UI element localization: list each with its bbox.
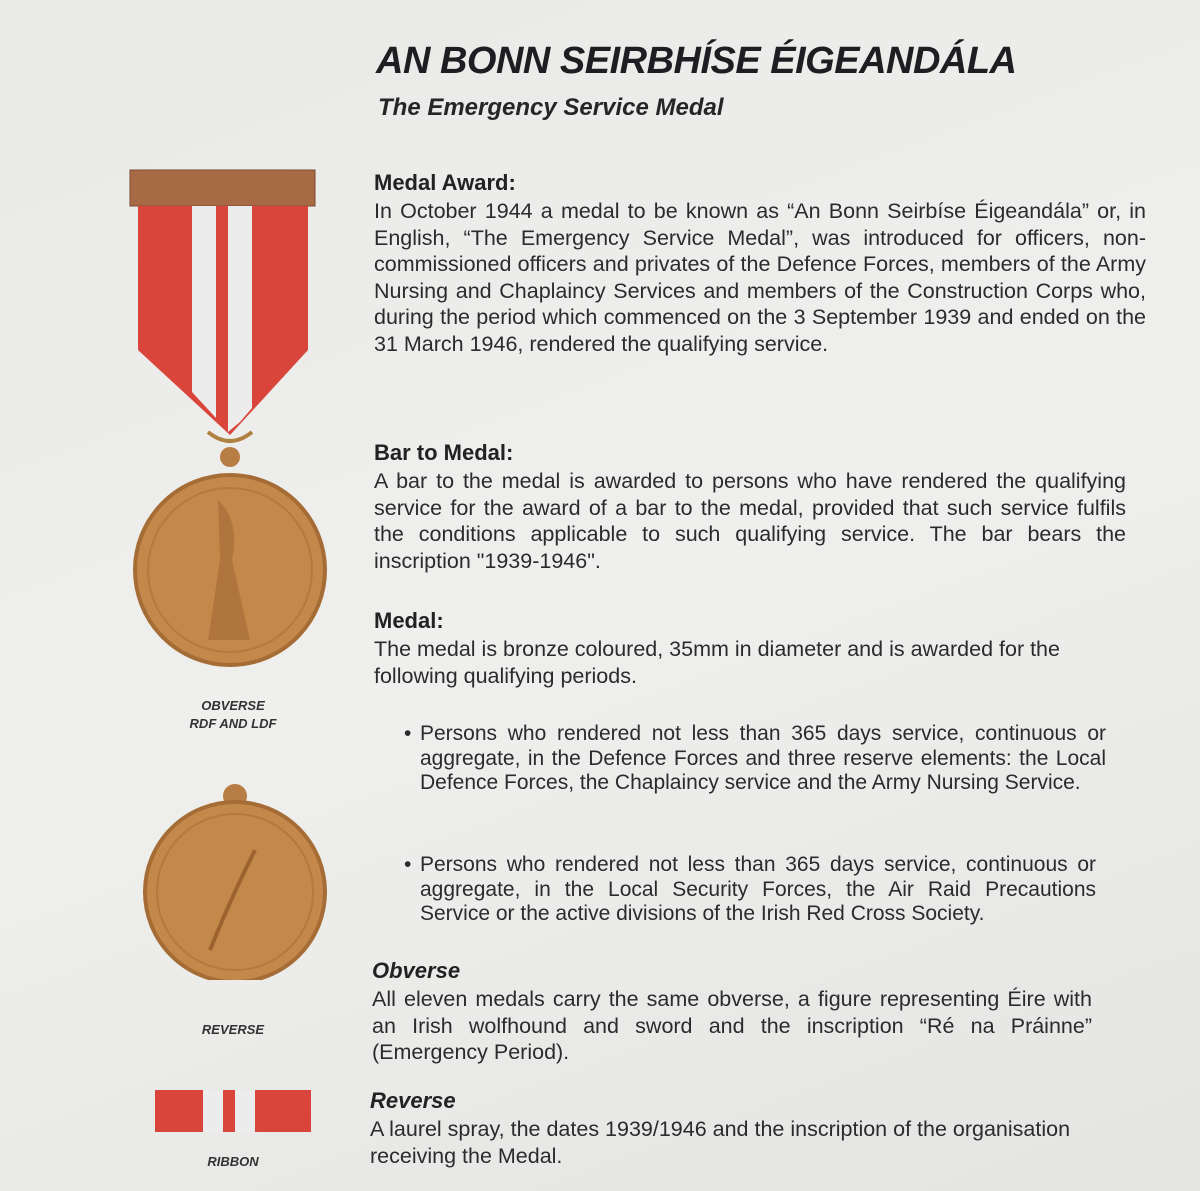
section-heading: Obverse bbox=[372, 958, 461, 983]
page-title: AN BONN SEIRBHÍSE ÉIGEANDÁLA bbox=[376, 40, 1017, 82]
page-subtitle: The Emergency Service Medal bbox=[378, 94, 724, 121]
section-obverse bbox=[372, 958, 1092, 1066]
medal-obverse-image bbox=[120, 160, 340, 680]
bullet-text: Persons who rendered not less than 365 days service, continuous or aggregate, in the Defence Forces and three reserve elements: the Local Defence Forces, the Chaplaincy service and the Army Nursing Service. bbox=[420, 722, 1106, 794]
ribbon-bar-image bbox=[155, 1090, 311, 1132]
section-text: All eleven medals carry the same obverse, a figure representing Éire with an Irish wolfhound and sword and the inscription “Ré na Práinne” (Emergency Period). bbox=[372, 987, 1092, 1064]
caption-reverse: REVERSE bbox=[201, 1022, 265, 1037]
section-heading: Bar to Medal: bbox=[374, 440, 514, 465]
caption-ribbon: RIBBON bbox=[207, 1154, 259, 1169]
section-reverse bbox=[370, 1088, 1085, 1169]
bullet-item bbox=[406, 853, 1096, 927]
section-heading: Medal Award: bbox=[374, 170, 516, 195]
section-text: The medal is bronze coloured, 35mm in diameter and is awarded for the following qualifying periods. bbox=[374, 637, 1060, 688]
section-text: A bar to the medal is awarded to persons who have rendered the qualifying service for the award of a bar to the medal, provided that such service fulfils the conditions applicable to such qualifying service. The bar bears the inscription "1939-1946". bbox=[374, 469, 1126, 573]
section-text: In October 1944 a medal to be known as “An Bonn Seirbíse Éigeandála” or, in English, “The Emergency Service Medal”, was introduced for officers, non-commissioned officers and privates of the Defence Forces, members of the Army Nursing and Chaplaincy Services and members of the Construction Corps who, during the period which commenced on the 3 September 1939 and ended on the 31 March 1946, rendered the qualifying service. bbox=[374, 199, 1146, 356]
caption-rdf-ldf: RDF AND LDF bbox=[189, 716, 277, 731]
section-bar-to-medal bbox=[374, 440, 1126, 574]
bullet-icon: • bbox=[404, 853, 412, 876]
section-medal-award bbox=[374, 170, 1146, 357]
bullet-icon: • bbox=[404, 722, 412, 745]
section-text: A laurel spray, the dates 1939/1946 and the inscription of the organisation receiving the Medal. bbox=[370, 1117, 1071, 1168]
bullet-text: Persons who rendered not less than 365 days service, continuous or aggregate, in the Local Security Forces, the Air Raid Precautions Service or the active divisions of the Irish Red Cross Society. bbox=[420, 853, 1096, 925]
section-medal bbox=[374, 608, 1114, 689]
ribbon bbox=[138, 206, 308, 435]
caption-obverse: OBVERSE bbox=[201, 698, 265, 713]
bullet-item bbox=[406, 722, 1106, 796]
section-heading: Reverse bbox=[370, 1088, 456, 1113]
section-heading: Medal: bbox=[374, 608, 444, 633]
medal-reverse-image bbox=[130, 780, 340, 980]
medal-bar-clasp bbox=[130, 170, 315, 206]
